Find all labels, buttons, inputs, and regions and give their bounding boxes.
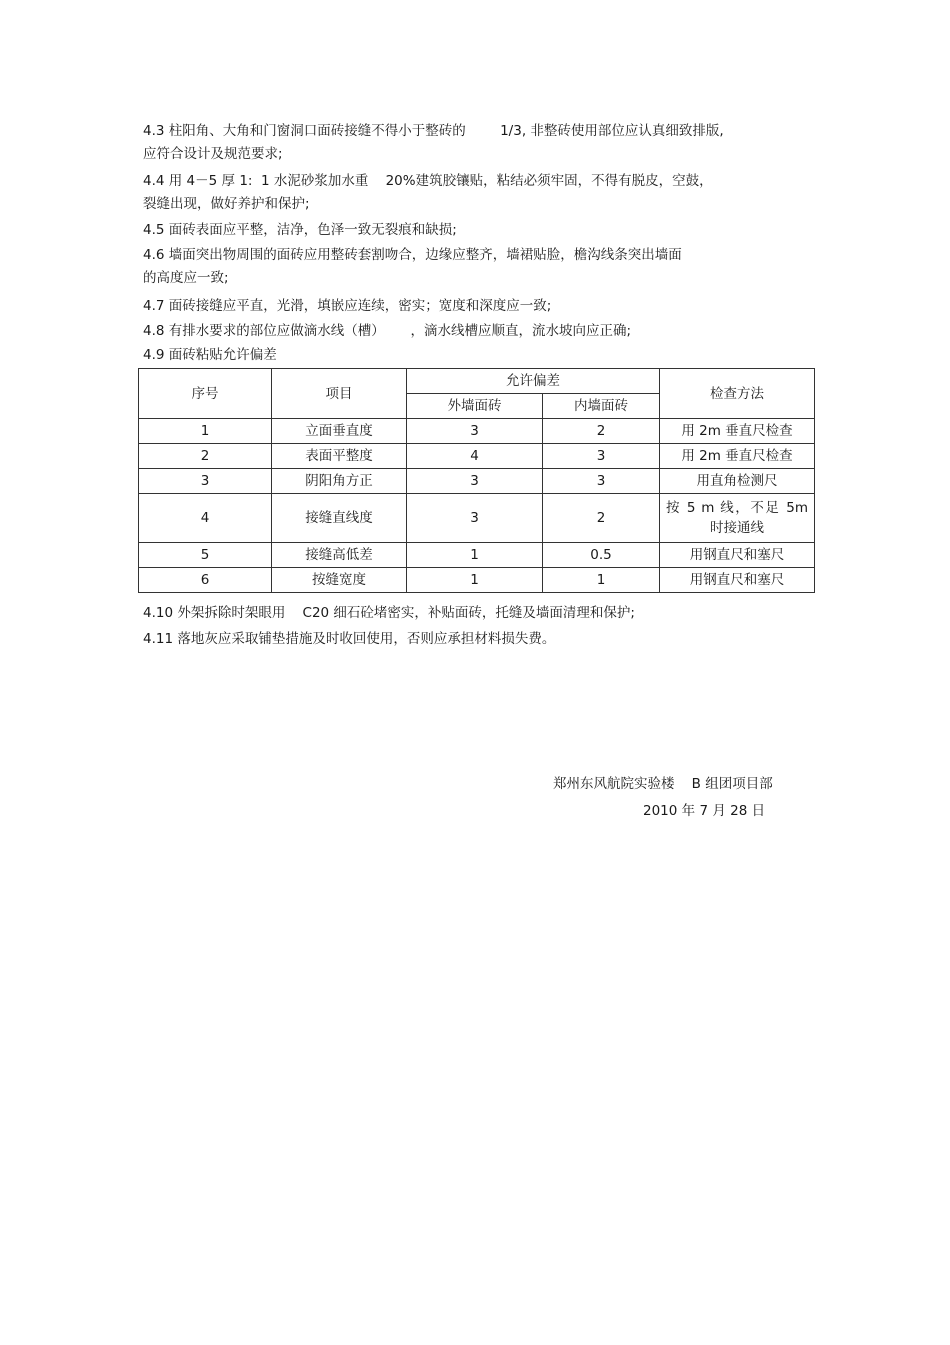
cell-inner: 3 (543, 469, 660, 494)
cell-no: 3 (139, 469, 272, 494)
cell-no: 2 (139, 444, 272, 469)
cell-inner: 1 (543, 568, 660, 593)
para-4-7: 4.7 面砖接缝应平直，光滑，填嵌应连续，密实；宽度和深度应一致; (143, 298, 552, 314)
cell-item: 按缝宽度 (272, 568, 407, 593)
para-4-9-heading: 4.9 面砖粘贴允许偏差 (143, 347, 277, 363)
cell-no: 1 (139, 419, 272, 444)
table-row (139, 568, 815, 593)
cell-method: 用钢直尺和塞尺 (660, 568, 815, 593)
cell-outer: 1 (407, 568, 543, 593)
signature-org: 郑州东风航院实验楼 B 组团项目部 (553, 776, 773, 792)
header-no: 序号 (139, 369, 272, 419)
header-inner: 内墙面砖 (543, 394, 660, 419)
table-row (139, 444, 815, 469)
para-4-3-line-2: 应符合设计及规范要求; (143, 146, 283, 162)
cell-inner: 2 (543, 494, 660, 543)
para-4-4-line-1: 4.4 用 4－5 厚 1: 1 水泥砂浆加水重 20%建筑胶镶贴，粘结必须牢固，不得有脱皮，空鼓， (143, 173, 713, 189)
para-4-10: 4.10 外架拆除时架眼用 C20 细石砼堵密实，补贴面砖，托缝及墙面清理和保护; (143, 605, 635, 621)
tolerance-table (138, 368, 815, 593)
para-4-4-line-2: 裂缝出现，做好养护和保护; (143, 196, 310, 212)
table-row (139, 419, 815, 444)
signature-date: 2010 年 7 月 28 日 (643, 803, 766, 819)
cell-method (660, 494, 815, 543)
cell-inner: 0.5 (543, 543, 660, 568)
para-4-8: 4.8 有排水要求的部位应做滴水线（槽） ，滴水线槽应顺直，流水坡向应正确; (143, 323, 632, 339)
cell-method: 用直角检测尺 (660, 469, 815, 494)
para-4-3-line-1: 4.3 柱阳角、大角和门窗洞口面砖接缝不得小于整砖的 1/3, 非整砖使用部位应认真细致排版, (143, 123, 724, 139)
table-row (139, 469, 815, 494)
header-method: 检查方法 (660, 369, 815, 419)
para-4-11: 4.11 落地灰应采取铺垫措施及时收回使用，否则应承担材料损失费。 (143, 631, 556, 647)
table-header-row (139, 369, 815, 394)
cell-outer: 3 (407, 469, 543, 494)
cell-outer: 3 (407, 419, 543, 444)
cell-outer: 4 (407, 444, 543, 469)
cell-outer: 1 (407, 543, 543, 568)
cell-no: 6 (139, 568, 272, 593)
table-row (139, 543, 815, 568)
cell-inner: 3 (543, 444, 660, 469)
cell-no: 4 (139, 494, 272, 543)
cell-method: 用 2m 垂直尺检查 (660, 444, 815, 469)
cell-no: 5 (139, 543, 272, 568)
para-4-6-line-1: 4.6 墙面突出物周围的面砖应用整砖套割吻合，边缘应整齐，墙裙贴脸，檐沟线条突出墙面 (143, 247, 682, 263)
para-4-5: 4.5 面砖表面应平整，洁净，色泽一致无裂痕和缺损; (143, 222, 457, 238)
cell-method-text: 按 5 m 线，不足 5m 时接通线 (666, 500, 808, 536)
cell-item: 阴阳角方正 (272, 469, 407, 494)
cell-item: 表面平整度 (272, 444, 407, 469)
table-row (139, 494, 815, 543)
cell-outer: 3 (407, 494, 543, 543)
header-outer: 外墙面砖 (407, 394, 543, 419)
cell-item: 接缝直线度 (272, 494, 407, 543)
para-4-6-line-2: 的高度应一致; (143, 270, 229, 286)
cell-method: 用钢直尺和塞尺 (660, 543, 815, 568)
cell-item: 立面垂直度 (272, 419, 407, 444)
cell-inner: 2 (543, 419, 660, 444)
cell-item: 接缝高低差 (272, 543, 407, 568)
header-tolerance: 允许偏差 (407, 369, 660, 394)
header-item: 项目 (272, 369, 407, 419)
cell-method: 用 2m 垂直尺检查 (660, 419, 815, 444)
